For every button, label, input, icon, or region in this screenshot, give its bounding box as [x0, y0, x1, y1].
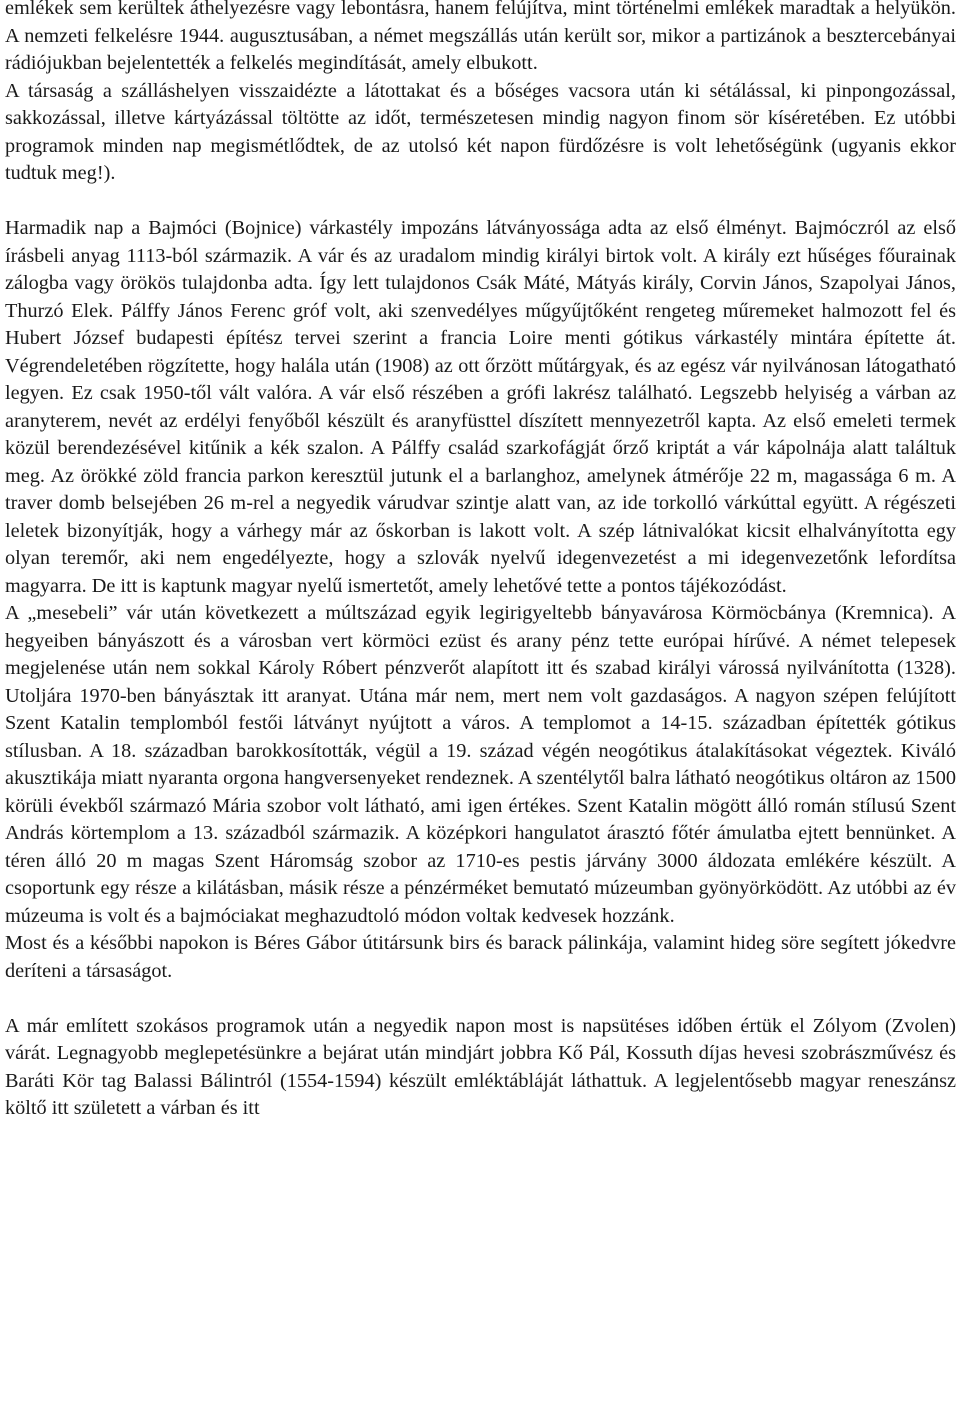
paragraph-zolyom: A már említett szokásos programok után a negyedik napon most is napsütéses időben értük el Zólyom (Zvolen) várát. Legnagyobb meglepetésünkre a bejárat után mindjárt jobbra Kő Pál, Kossuth díjas hevesi szobrászművész és Baráti Kör tag Balassi Bálintról (1554-1594) készült emléktábláját láthattuk. A legjelentősebb magyar reneszánsz költő itt született a várban és itt	[5, 1014, 956, 1119]
paragraph-evening: A társaság a szálláshelyen visszaidézte a látottakat és a bőséges vacsora után ki sétálással, ki pinpongozással, sakkozással, illetve kártyázással töltötte az időt, természetesen mindig nagyon finom sör kíséretében. Ez utóbbi programok minden nap megismétlődtek, de az utolsó két napon fürdőzésre is volt lehetőségünk (ugyanis ekkor tudtuk meg!).	[5, 79, 956, 184]
paragraph-bajmoc: Harmadik nap a Bajmóci (Bojnice) várkastély impozáns látványossága adta az első élményt. Bajmóczról az első írásbeli anyag 1113-ból származik. A vár és az uradalom mindig királyi birtok volt. A király ezt hűséges főurainak zálogba vagy örökös tulajdonba adta. Így lett tulajdonos Csák Máté, Mátyás király, Corvin János, Szapolyai János, Thurzó Elek. Pálffy János Ferenc gróf volt, aki szenvedélyes műgyűjtőként rengeteg műremeket halmozott fel és Hubert József budapesti építész tervei szerint a francia Loire menti gótikus várkastély mintára építette át. Végrendeletében rögzítette, hogy halála után (1908) az ott őrzött műtárgyak, és az egész vár nyilvánosan látogatható legyen. Ez csak 1950-től vált valóra. A vár első részében a grófi lakrész található. Legszebb helyiség a várban az aranyterem, nevét az erdélyi fenyőből készült és aranyfüsttel díszített mennyezetről kapta. Az első emeleti termek közül berendezésével kitűnik a kék szalon. A Pálffy család szarkofágját őrző kriptát a vár kápolnája alatt találtuk meg. Az örökké zöld francia parkon keresztül jutunk el a barlanghoz, amelynek átmérője 22 m, magassága 6 m. A traver domb belsejében 26 m-rel a negyedik várudvar szintje alatt van, az ide torkolló várkúttal együtt. A régészeti leletek bizonyítják, hogy a várhegy már az őskorban is lakott volt. A szép látnivalókat kicsit elhalványította egy olyan teremőr, aki nem engedélyezte, hogy a szlovák nyelvű idegenvezetést a mi idegenvezetőnk lefordítsa magyarra. De itt is kaptunk magyar nyelű ismertetőt, amely lehetővé tette a pontos tájékozódást.	[5, 217, 956, 597]
paragraph-memorials: emlékek sem kerültek áthelyezésre vagy lebontásra, hanem felújítva, mint történelmi emlékek maradtak a helyükön. A nemzeti felkelésre 1944. augusztusában, a német megszállás után került sor, mikor a partizánok a besztercebányai rádiójukban bejelentették a felkelés megindítását, amely elbukott.	[5, 0, 956, 74]
paragraph-palinka: Most és a későbbi napokon is Béres Gábor útitársunk birs és barack pálinkája, valamint hideg söre segített jókedvre deríteni a társaságot.	[5, 932, 956, 982]
document-page	[5, 0, 956, 1123]
paragraph-kormocbanya: A „mesebeli” vár után következett a múltszázad egyik legirigyeltebb bányavárosa Körmöcbánya (Kremnica). A hegyeiben bányászott és a városban vert körmöci ezüst és arany pénz tette európai hírűvé. A német telepesek megjelenése után nem sokkal Károly Róbert pénzverőt alapított itt és szabad királyi várossá nyilvánította (1328). Utoljára 1970-ben bányásztak itt aranyat. Utána már nem, mert nem volt gazdaságos. A nagyon szépen felújított Szent Katalin templomból festői látványt nyújtott a város. A templomot a 14-15. században építették gótikus stílusban. A 18. században barokkosították, végül a 19. század végén neogótikus átalakításokat végeztek. Kiváló akusztikája miatt nyaranta orgona hangversenyeket rendeznek. A szentélytől balra látható neogótikus oltáron az 1500 körüli évekből származó Mária szobor volt látható, ami igen értékes. Szent Katalin mögött álló román stílusú Szent András körtemplom a 13. századból származik. A középkori hangulatot árasztó főtér ámulatba ejtett bennünket. A téren álló 20 m magas Szent Háromság szobor az 1710-es pestis járvány 3000 áldozata emlékére készült. A csoportunk egy része a kilátásban, másik része a pénzérméket bemutató múzeumban gyönyörködött. Az utóbbi az év múzeuma is volt és a bajmóciakat meghazudtoló módon voltak kedvesek hozzánk.	[5, 602, 956, 927]
